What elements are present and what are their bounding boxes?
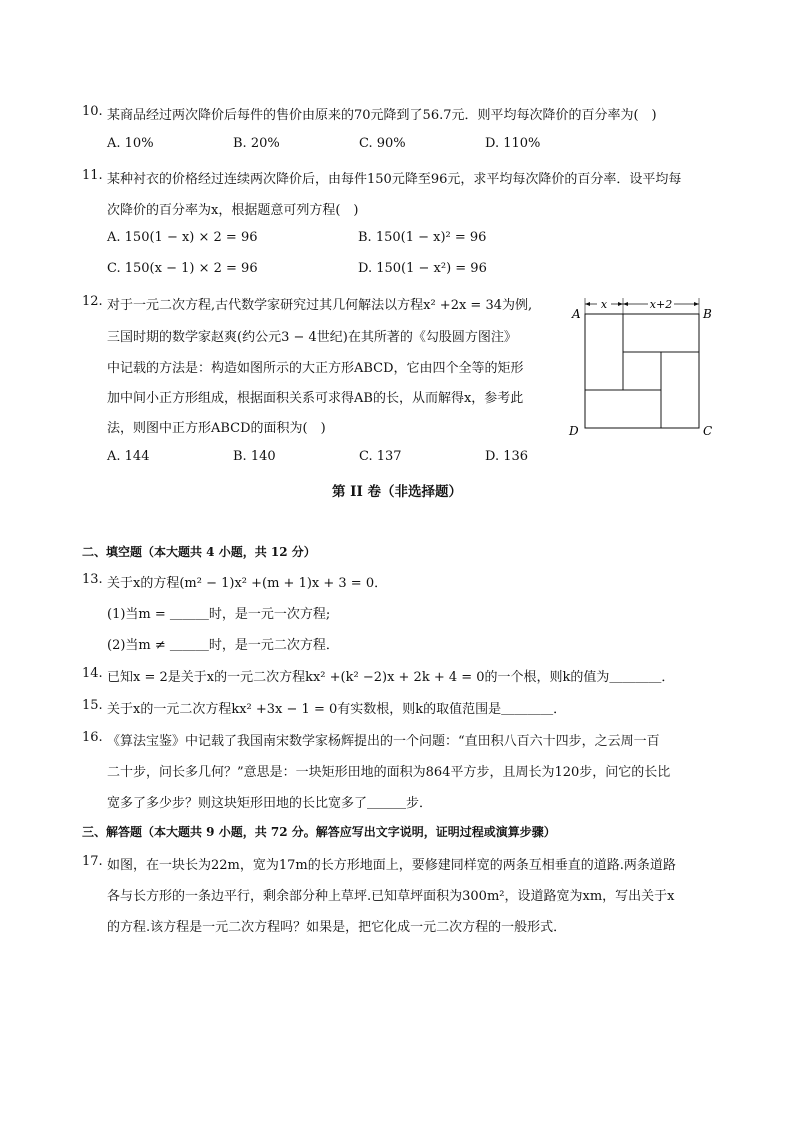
center-small-square: [623, 352, 661, 390]
section-3-title: 三、解答题（本大题共 9 小题，共 72 分。解答应写出文字说明，证明过程或演算步骤）: [82, 825, 556, 839]
rectangle-left: [585, 314, 623, 390]
question-17-number: 17.: [82, 854, 103, 869]
square-abcd-figure: [568, 292, 718, 442]
q10-option-b: B. 20%: [233, 136, 280, 151]
question-number: 10.: [82, 104, 103, 119]
question-13-text: 关于x的方程(m² − 1)x² +(m + 1)x + 3 = 0．: [107, 576, 388, 591]
question-13-sub2: (2)当m ≠ ＿＿＿时，是一元二次方程．: [107, 638, 339, 653]
question-11-number: 11.: [82, 168, 103, 183]
q11-option-a: A. 150(1 − x) × 2 = 96: [107, 230, 258, 245]
label-x-plus-2: x+2: [649, 298, 673, 311]
q10-option-d: D. 110%: [485, 136, 541, 151]
question-11-text-line1: 某种衬衣的价格经过连续两次降价后，由每件150元降至96元，求平均每次降价的百分率．设平均每: [107, 172, 682, 187]
q12-option-d: D. 136: [485, 449, 529, 464]
question-17-line3: 的方程.该方程是一元二次方程吗？如果是，把它化成一元二次方程的一般形式．: [107, 920, 567, 935]
arrowhead-left: [585, 302, 590, 306]
arrowhead-right: [618, 302, 623, 306]
question-16-line1: 《算法宝鉴》中记载了我国南宋数学家杨辉提出的一个问题：“直田积八百六十四步，之云周一百: [107, 734, 660, 749]
question-15-text: 关于x的一元二次方程kx² +3x − 1 = 0有实数根，则k的取值范围是＿＿＿＿．: [107, 702, 567, 717]
rectangle-bottom: [585, 390, 661, 428]
arrowhead-right: [694, 302, 699, 306]
section-2-title: 二、填空题（本大题共 4 小题，共 12 分）: [82, 545, 316, 559]
question-16-line3: 宽多了多少步？则这块矩形田地的长比宽多了＿＿＿步．: [107, 796, 433, 811]
q12-option-c: C. 137: [359, 449, 402, 464]
q11-option-c: C. 150(x − 1) × 2 = 96: [107, 261, 258, 276]
arrowhead-left: [623, 302, 628, 306]
question-14-number: 14.: [82, 666, 103, 681]
q10-option-c: C. 90%: [359, 136, 406, 151]
rectangle-top: [623, 314, 699, 352]
question-15-number: 15.: [82, 698, 103, 713]
question-12-line3: 中记载的方法是：构造如图所示的大正方形ABCD，它由四个全等的矩形: [107, 361, 524, 376]
corner-label-a: A: [572, 307, 581, 321]
corner-label-d: D: [569, 424, 579, 438]
question-10-text: 某商品经过两次降价后每件的售价由原来的70元降到了56.7元．则平均每次降价的百分率为( ): [107, 108, 657, 123]
q11-option-d: D. 150(1 − x²) = 96: [358, 261, 487, 276]
question-14-text: 已知x = 2是关于x的一元二次方程kx² +(k² −2)x + 2k + 4 = 0的一个根，则k的值为＿＿＿＿．: [107, 670, 675, 685]
q10-option-a: A. 10%: [107, 136, 154, 151]
question-12-line1: 对于一元二次方程,古代数学家研究过其几何解法以方程x² +2x = 34为例,: [107, 298, 533, 313]
question-10: [82, 104, 103, 119]
question-16-line2: 二十步，问长多几何？”意思是：一块矩形田地的面积为864平方步，且周长为120步，问它的长比: [107, 765, 671, 780]
question-12-number: 12.: [82, 294, 103, 309]
question-12-line4: 加中间小正方形组成，根据面积关系可求得AB的长，从而解得x，参考此: [107, 391, 524, 406]
part-2-title: 第 II 卷（非选择题）: [331, 484, 463, 500]
big-square: [585, 314, 699, 428]
question-12-line5: 法，则图中正方形ABCD的面积为( ): [107, 421, 326, 436]
question-17-line2: 各与长方形的一条边平行，剩余部分种上草坪.已知草坪面积为300m²，设道路宽为xm，写出关于x: [107, 889, 675, 904]
question-13-number: 13.: [82, 572, 103, 587]
rectangle-right: [661, 352, 699, 428]
label-x: x: [600, 298, 608, 311]
question-17-line1: 如图，在一块长为22m，宽为17m的长方形地面上，要修建同样宽的两条互相垂直的道路.两条道路: [107, 858, 676, 873]
question-13-sub1: (1)当m = ＿＿＿时，是一元一次方程;: [107, 607, 331, 622]
q12-option-b: B. 140: [233, 449, 276, 464]
corner-label-b: B: [703, 307, 712, 321]
question-16-number: 16.: [82, 730, 103, 745]
question-11-text-line2: 次降价的百分率为x，根据题意可列方程( ): [107, 203, 359, 218]
corner-label-c: C: [703, 424, 713, 438]
q12-option-a: A. 144: [107, 449, 150, 464]
q11-option-b: B. 150(1 − x)² = 96: [358, 230, 487, 245]
question-12-line2: 三国时期的数学家赵爽(约公元3 − 4世纪)在其所著的《勾股圆方图注》: [107, 330, 517, 345]
